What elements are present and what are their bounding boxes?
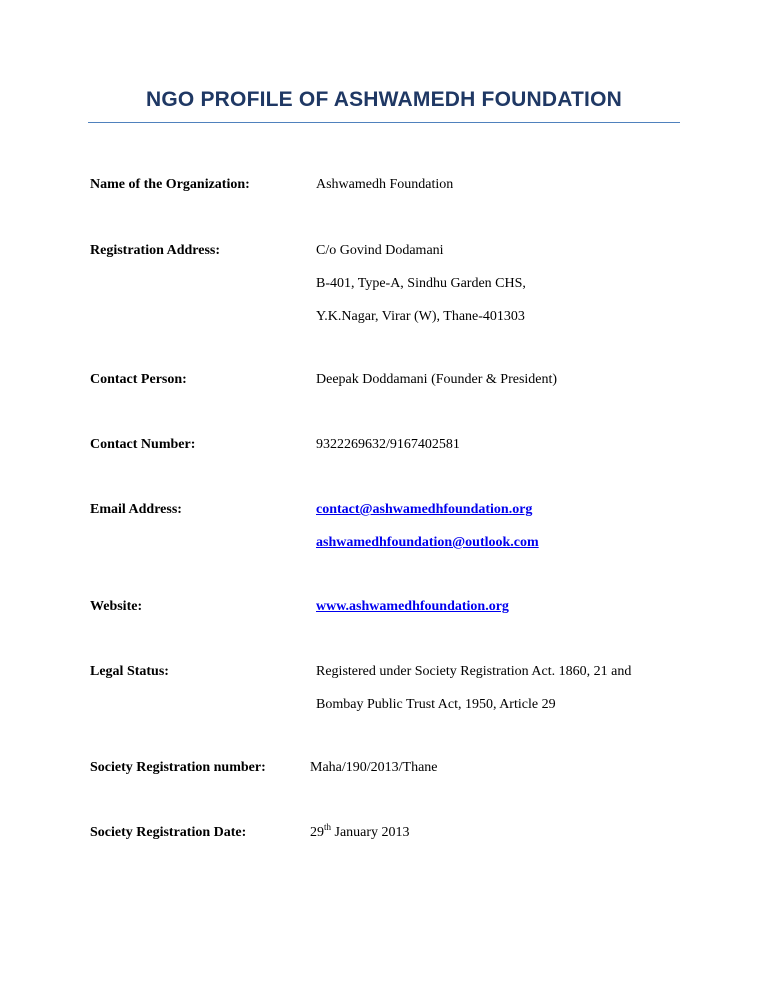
society-reg-number-text: Maha/190/2013/Thane — [310, 760, 438, 775]
address-value — [316, 234, 526, 333]
organization-name: Ashwamedh Foundation — [316, 177, 454, 192]
organization-label: Name of the Organization: — [90, 177, 250, 192]
contact-person-value — [316, 363, 557, 396]
society-reg-date-day: 29 — [310, 825, 324, 840]
website-value — [316, 590, 509, 623]
society-reg-date-rest: January 2013 — [331, 825, 410, 840]
society-reg-number-value — [310, 751, 438, 784]
email-label: Email Address: — [90, 502, 182, 517]
society-reg-date-text — [310, 816, 410, 849]
page-title: NGO PROFILE OF ASHWAMEDH FOUNDATION — [146, 88, 622, 111]
society-reg-date-value — [310, 816, 410, 849]
society-reg-date-label: Society Registration Date: — [90, 825, 247, 840]
society-reg-date-ordinal: th — [324, 822, 332, 832]
address-line-3: Y.K.Nagar, Virar (W), Thane-401303 — [316, 309, 525, 324]
website-label: Website: — [90, 599, 143, 614]
contact-number-text: 9322269632/9167402581 — [316, 437, 460, 452]
website-link[interactable]: www.ashwamedhfoundation.org — [316, 599, 509, 614]
address-label: Registration Address: — [90, 243, 221, 258]
society-reg-number-label: Society Registration number: — [90, 760, 266, 775]
email-value — [316, 493, 539, 559]
email-link-outlook[interactable]: ashwamedhfoundation@outlook.com — [316, 535, 539, 550]
email-link-contact[interactable]: contact@ashwamedhfoundation.org — [316, 502, 533, 517]
contact-number-label: Contact Number: — [90, 437, 196, 452]
title-divider — [88, 122, 680, 123]
contact-person-label: Contact Person: — [90, 372, 187, 387]
contact-number-value — [316, 428, 460, 461]
organization-value — [316, 168, 453, 201]
address-line-1: C/o Govind Dodamani — [316, 243, 444, 258]
legal-status-line-1: Registered under Society Registration Act. 1860, 21 and — [316, 664, 632, 679]
legal-status-label: Legal Status: — [90, 664, 169, 679]
legal-status-value — [316, 655, 631, 721]
legal-status-line-2: Bombay Public Trust Act, 1950, Article 29 — [316, 697, 556, 712]
address-line-2: B-401, Type-A, Sindhu Garden CHS, — [316, 276, 526, 291]
contact-person-name: Deepak Doddamani (Founder & President) — [316, 372, 558, 387]
